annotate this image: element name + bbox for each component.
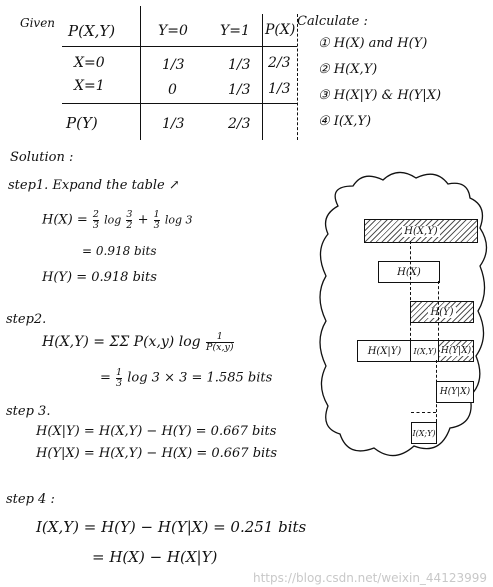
step2-label: step2.	[6, 312, 47, 327]
solution-title: Solution :	[10, 150, 74, 165]
bar-hxy-label: H(X,Y)	[404, 225, 438, 237]
numerator: 1	[216, 331, 223, 342]
table-row-x0-label: X=0	[74, 55, 105, 71]
table-cell: 1/3	[162, 57, 185, 73]
denominator: P(x,y)	[206, 341, 234, 353]
fraction	[206, 332, 234, 352]
calculate-item-4: ④ I(X,Y)	[318, 114, 372, 129]
given-label: Given	[20, 16, 56, 30]
guide-dashed-line	[410, 241, 411, 341]
step1-hx-equation	[42, 210, 193, 230]
bar-hy-given-x-label: H(Y|X)	[440, 346, 472, 356]
bar-hx-label: H(X)	[397, 266, 421, 278]
numerator: 3	[126, 209, 133, 220]
table-header-y0: Y=0	[158, 23, 188, 39]
bar-ixy-lower-label: I(X;Y)	[412, 428, 436, 438]
log-text: log	[104, 213, 122, 227]
table-footer-py: P(Y)	[66, 114, 98, 132]
table-cell: 1/3	[268, 81, 291, 97]
calculate-item-1: ① H(X) and H(Y)	[318, 36, 428, 51]
table-cell: 2/3	[268, 55, 291, 71]
bar-hx-given-y-label: H(X|Y)	[367, 345, 402, 357]
bar-hx-given-y	[357, 340, 412, 362]
table-header-y1: Y=1	[220, 23, 250, 39]
numerator: 1	[116, 367, 123, 378]
bar-hy-given-x-lower-label: H(Y|X)	[439, 387, 471, 397]
table-row-x1-label: X=1	[74, 78, 105, 94]
table-cell: 0	[168, 82, 177, 98]
denominator: 3	[153, 219, 160, 231]
calculate-item-2: ② H(X,Y)	[318, 62, 378, 77]
calculate-title: Calculate :	[297, 14, 368, 29]
bar-hy-given-x	[438, 340, 474, 362]
guide-dashed-line	[411, 412, 436, 413]
fraction	[154, 210, 160, 230]
step1-hx-result: = 0.918 bits	[82, 244, 157, 258]
bar-hy-label: H(Y)	[430, 306, 454, 318]
bar-hx	[378, 261, 440, 283]
table-header-pxy: P(X,Y)	[68, 22, 116, 40]
numerator: 1	[153, 209, 160, 220]
table-header-px: P(X)	[265, 22, 296, 38]
denominator: 2	[126, 219, 133, 231]
step3-label: step 3.	[6, 404, 51, 419]
bar-ixy-lower	[411, 422, 437, 444]
step2-line2-rest: log 3 × 3 = 1.585 bits	[127, 370, 273, 386]
step1-label: step1. Expand the table ↗	[8, 178, 180, 193]
table-cell: 2/3	[228, 116, 251, 132]
step4-label: step 4 :	[6, 492, 55, 507]
guide-dashed-line	[438, 281, 439, 341]
guide-dashed-line	[436, 360, 437, 422]
fraction	[93, 210, 99, 230]
step2-lhs: H(X,Y) = ΣΣ P(x,y) log	[42, 334, 201, 350]
plus-sign: +	[137, 212, 149, 228]
numerator: 2	[92, 209, 99, 220]
log-text: log 3	[164, 213, 193, 227]
step3-line1: H(X|Y) = H(X,Y) − H(Y) = 0.667 bits	[36, 424, 277, 439]
equals-sign: =	[100, 370, 111, 386]
calculate-item-3: ③ H(X|Y) & H(Y|X)	[318, 88, 442, 103]
fraction	[126, 210, 132, 230]
step3-line2: H(Y|X) = H(X,Y) − H(X) = 0.667 bits	[36, 446, 278, 461]
bar-hy	[410, 301, 474, 323]
denominator: 3	[116, 377, 123, 389]
table-cell: 1/3	[162, 116, 185, 132]
denominator: 3	[92, 219, 99, 231]
step2-line2	[100, 368, 272, 388]
bar-ixy-label: I(X,Y)	[413, 346, 437, 356]
table-divider-v2	[262, 14, 263, 140]
table-divider-dashed	[297, 14, 298, 140]
fraction	[116, 368, 122, 388]
table-cell: 1/3	[228, 57, 251, 73]
table-divider-v1	[140, 6, 141, 140]
bar-ixy	[410, 340, 440, 362]
hx-lhs: H(X) =	[42, 212, 88, 228]
step1-hy-line: H(Y) = 0.918 bits	[42, 270, 157, 285]
watermark: https://blog.csdn.net/weixin_44123999	[252, 571, 487, 585]
bar-hy-given-x-lower	[436, 381, 474, 403]
table-cell: 1/3	[228, 82, 251, 98]
bar-hxy	[364, 219, 478, 243]
step4-line2: = H(X) − H(X|Y)	[92, 548, 218, 566]
step4-line1: I(X,Y) = H(Y) − H(Y|X) = 0.251 bits	[36, 518, 307, 536]
step2-line1	[42, 332, 235, 352]
